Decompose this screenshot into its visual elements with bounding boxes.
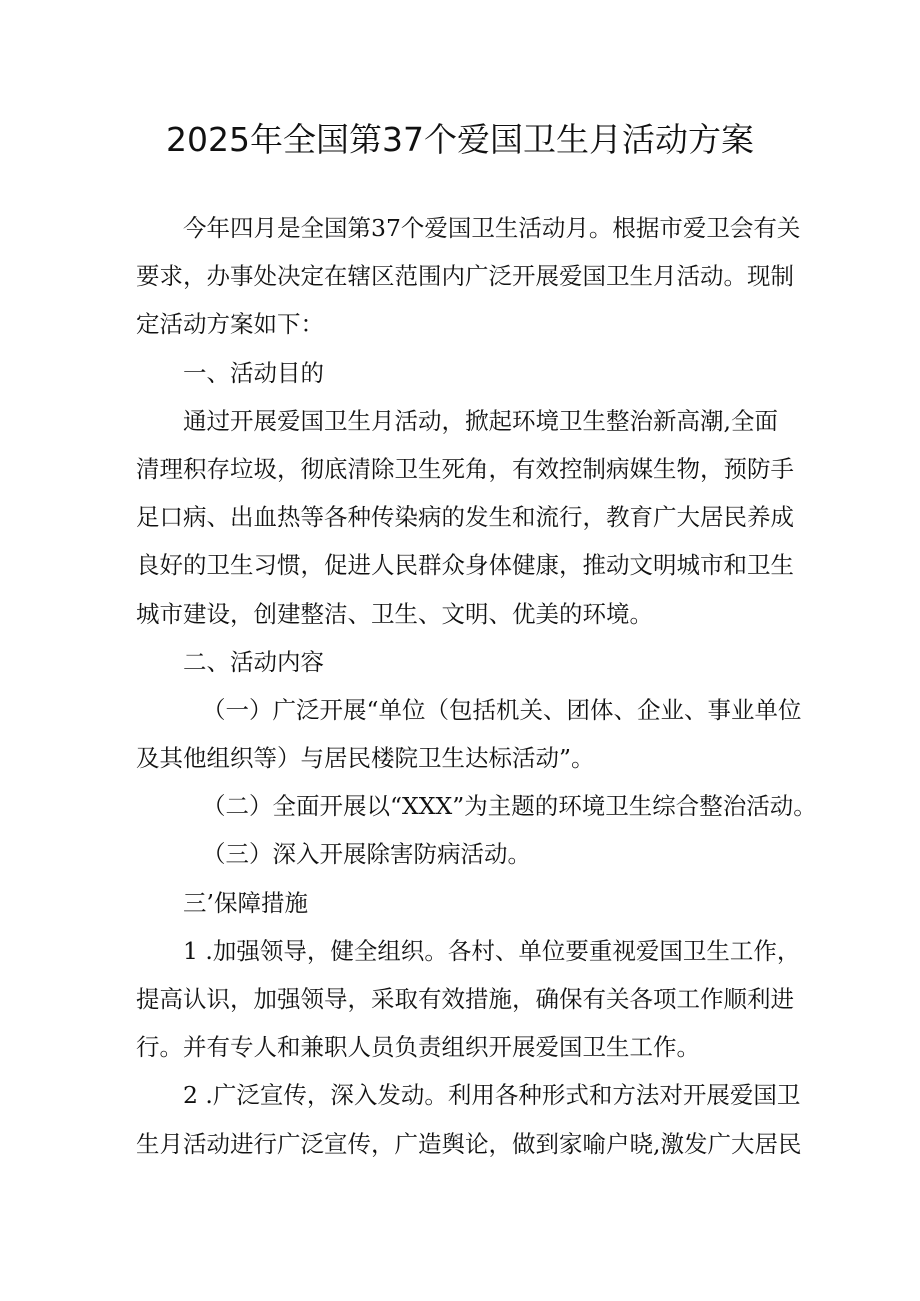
paragraph-line: 良好的卫生习惯，促进人民群众身体健康，推动文明城市和卫生 bbox=[136, 551, 794, 580]
paragraph-line: 今年四月是全国第37个爱国卫生活动月。根据市爱卫会有关 bbox=[183, 214, 801, 242]
section-heading: 二、活动内容 bbox=[183, 647, 324, 676]
document-body bbox=[136, 204, 816, 1168]
section-heading: 三’保障措施 bbox=[183, 888, 308, 917]
paragraph-line: 提高认识，加强领导，采取有效措施，确保有关各项工作顺利进 bbox=[136, 985, 794, 1013]
numbered-item: 2 .广泛宣传，深入发动。利用各种形式和方法对开展爱国卫 bbox=[183, 1081, 801, 1110]
numbered-item: 1 .加强领导，健全组织。各村、单位要重视爱国卫生工作， bbox=[183, 936, 801, 965]
list-item: （二）全面开展以“XXX”为主题的环境卫生综合整治活动。 bbox=[202, 792, 817, 821]
paragraph-line: 通过开展爱国卫生月活动，掀起环境卫生整治新高潮,全面 bbox=[183, 406, 778, 435]
section-heading: 一、活动目的 bbox=[183, 358, 324, 387]
paragraph-line: 清理积存垃圾，彻底清除卫生死角，有效控制病媒生物，预防手 bbox=[136, 454, 794, 483]
paragraph-line: 要求，办事处决定在辖区范围内广泛开展爱国卫生月活动。现制 bbox=[136, 262, 794, 291]
paragraph-line: 生月活动进行广泛宣传，广造舆论，做到家喻户晓,激发广大居民 bbox=[136, 1129, 802, 1158]
list-item: （三）深入开展除害防病活动。 bbox=[202, 840, 531, 869]
document-title: 2025年全国第37个爱国卫生月活动方案 bbox=[166, 120, 754, 159]
paragraph-line: 行。并有专人和兼职人员负责组织开展爱国卫生工作。 bbox=[136, 1033, 700, 1062]
list-item-continuation: 及其他组织等）与居民楼院卫生达标活动”。 bbox=[136, 744, 595, 773]
paragraph-line: 城市建设，创建整洁、卫生、文明、优美的环境。 bbox=[136, 599, 653, 628]
paragraph-line: 定活动方案如下： bbox=[136, 310, 324, 339]
paragraph-line: 足口病、出血热等各种传染病的发生和流行，教育广大居民养成 bbox=[136, 503, 794, 532]
list-item: （一）广泛开展“单位（包括机关、团体、企业、事业单位 bbox=[202, 695, 802, 724]
